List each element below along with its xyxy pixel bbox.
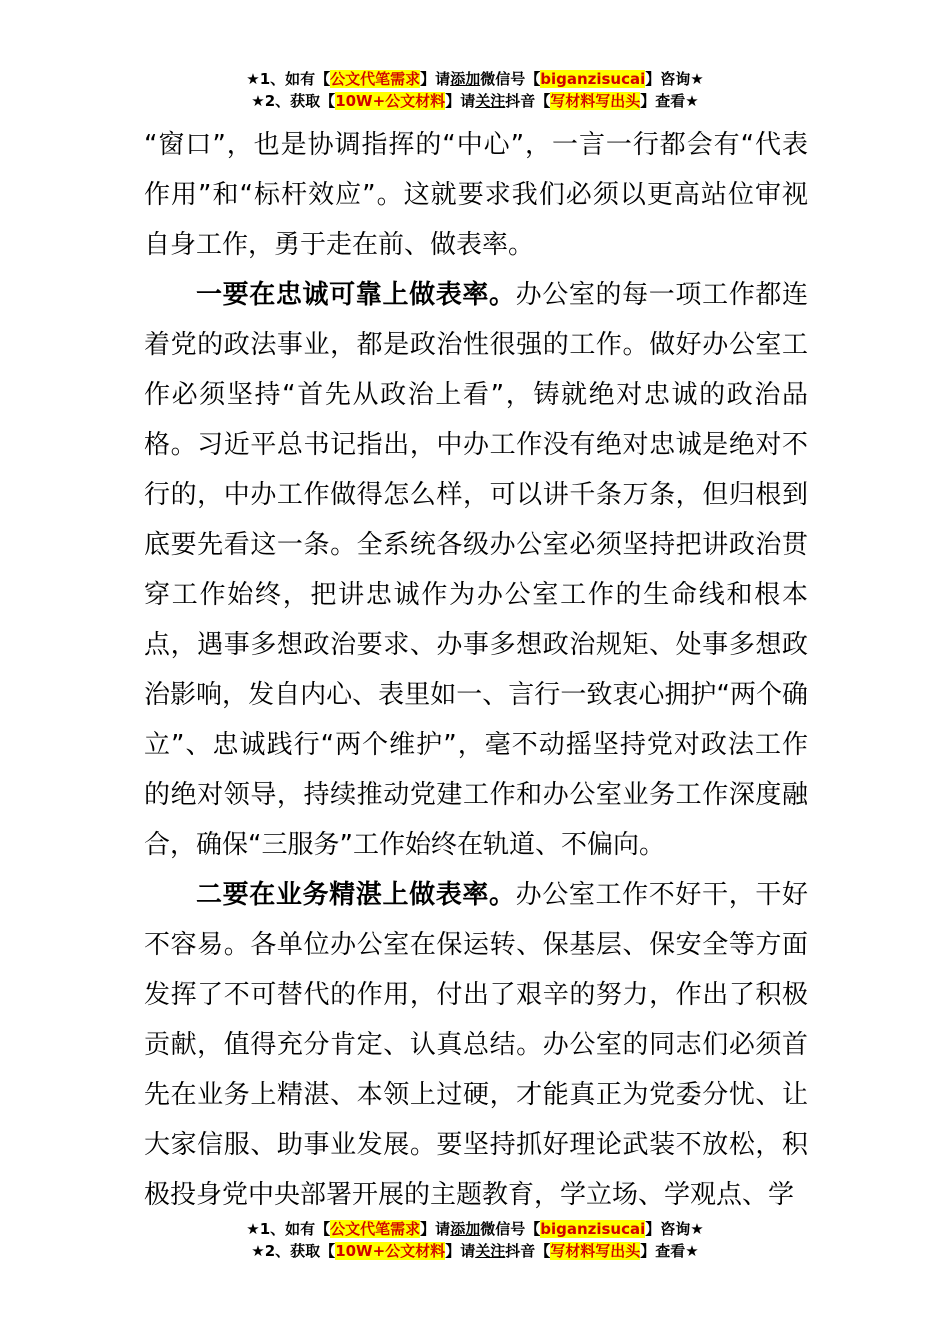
- banner-text: 微信号【: [480, 1220, 541, 1238]
- banner-douyin-name: 写材料写出头: [550, 92, 641, 110]
- banner-text: 】请: [420, 70, 451, 88]
- paragraph-text: 办公室工作不好干，干好不容易。各单位办公室在保运转、保基层、保安全等方面发挥了不可替代的作用，付出了艰辛的努力，作出了积极贡献，值得充分肯定、认真总结。办公室的同志们必须首先在业务上精湛、本领上过硬，才能真正为党委分忧、让大家信服、助事业发展。要坚持抓好理论武装不放松，积极投身党中央部署开展的主题教育，学立场、学观点、学: [144, 880, 808, 1210]
- banner-highlight: 公文代笔需求: [330, 70, 421, 88]
- banner-text: 微信号【: [480, 70, 541, 88]
- banner-text: ★1、如有【: [246, 70, 331, 88]
- banner-highlight: 公文代笔需求: [330, 1220, 421, 1238]
- banner-text: 抖音【: [505, 92, 551, 110]
- paragraph-text: 办公室的每一项工作都连着党的政法事业，都是政治性很强的工作。做好办公室工作必须坚持“首先从政治上看”，铸就绝对忠诚的政治品格。习近平总书记指出，中办工作没有绝对忠诚是绝对不行的，中办工作做得怎么样，可以讲千条万条，但归根到底要先看这一条。全系统各级办公室必须坚持把讲政治贯穿工作始终，把讲忠诚作为办公室工作的生命线和根本点，遇事多想政治要求、办事多想政治规矩、处事多想政治影响，发自内心、表里如一、言行一致衷心拥护“两个确立”、忠诚践行“两个维护”，毫不动摇坚持党对政法工作的绝对领导，持续推动党建工作和办公室业务工作深度融合，确保“三服务”工作始终在轨道、不偏向。: [144, 280, 808, 860]
- banner-text: 】查看★: [640, 1242, 699, 1260]
- banner-wechat-id: biganzisucai: [540, 1220, 646, 1238]
- banner-text: 】请: [445, 92, 476, 110]
- banner-text: 】查看★: [640, 92, 699, 110]
- banner-text: 】请: [445, 1242, 476, 1260]
- footer-banner: [0, 1218, 950, 1262]
- paragraph-heading: 一要在忠诚可靠上做表率。: [196, 280, 516, 310]
- banner-line-2: [0, 90, 950, 112]
- paragraph-heading: 二要在业务精湛上做表率。: [196, 880, 516, 910]
- banner-highlight: 10W+公文材料: [335, 92, 446, 110]
- banner-text: 抖音【: [505, 1242, 551, 1260]
- banner-underlined: 关注: [475, 1242, 506, 1260]
- banner-text: ★1、如有【: [246, 1220, 331, 1238]
- banner-text: 】请: [420, 1220, 451, 1238]
- document-body: [144, 120, 808, 1220]
- banner-line-1: [0, 1218, 950, 1240]
- paragraph-2: [144, 270, 808, 870]
- banner-wechat-id: biganzisucai: [540, 70, 646, 88]
- banner-douyin-name: 写材料写出头: [550, 1242, 641, 1260]
- banner-line-2: [0, 1240, 950, 1262]
- banner-underlined: 关注: [475, 92, 506, 110]
- header-banner: [0, 68, 950, 112]
- banner-underlined: 添加: [450, 70, 481, 88]
- banner-text: 】咨询★: [645, 70, 704, 88]
- banner-underlined: 添加: [450, 1220, 481, 1238]
- paragraph-3: [144, 870, 808, 1220]
- banner-text: 】咨询★: [645, 1220, 704, 1238]
- banner-highlight: 10W+公文材料: [335, 1242, 446, 1260]
- banner-text: ★2、获取【: [251, 1242, 336, 1260]
- banner-text: ★2、获取【: [251, 92, 336, 110]
- banner-line-1: [0, 68, 950, 90]
- paragraph-1: “窗口”，也是协调指挥的“中心”，一言一行都会有“代表作用”和“标杆效应”。这就要求我们必须以更高站位审视自身工作，勇于走在前、做表率。: [144, 130, 808, 260]
